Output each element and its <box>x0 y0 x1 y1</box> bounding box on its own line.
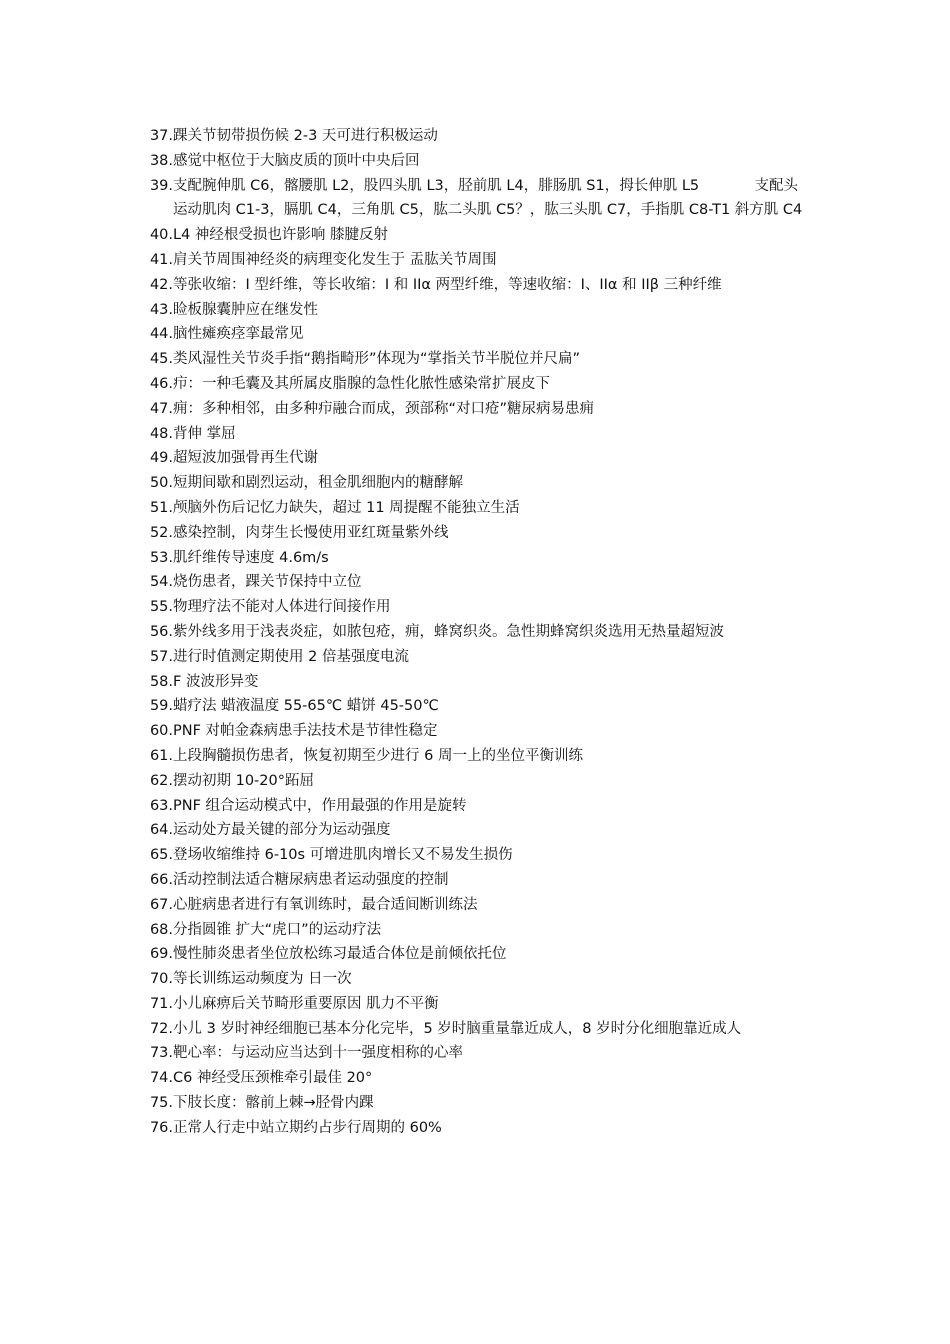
item-number: 48. <box>149 425 173 442</box>
item-text: 等长训练运动频度为 日一次 <box>173 971 352 988</box>
item-number: 72. <box>149 1020 173 1037</box>
list-item <box>137 322 809 347</box>
item-number: 45. <box>149 351 173 368</box>
list-item <box>137 1066 809 1091</box>
list-item <box>137 744 809 769</box>
item-number: 49. <box>149 450 173 467</box>
item-number: 73. <box>149 1045 173 1062</box>
item-number: 68. <box>149 921 173 938</box>
item-number: 70. <box>149 971 173 988</box>
item-number: 66. <box>149 871 173 888</box>
item-text: 正常人行走中站立期约占步行周期的 60% <box>173 1119 442 1136</box>
item-text: 蜡疗法 蜡液温度 55-65℃ 蜡饼 45-50℃ <box>173 698 439 715</box>
item-number: 60. <box>149 723 173 740</box>
item-text: L4 神经根受损也许影响 膝腱反射 <box>173 227 389 244</box>
list-item <box>137 1091 809 1116</box>
item-number: 62. <box>149 772 173 789</box>
item-text: 肩关节周围神经炎的病理变化发生于 盂肱关节周围 <box>173 251 497 268</box>
item-number: 51. <box>149 499 173 516</box>
item-number: 50. <box>149 475 173 492</box>
item-number: 40. <box>149 227 173 244</box>
list-item <box>137 570 809 595</box>
item-text: 进行时值测定期使用 2 倍基强度电流 <box>173 648 409 665</box>
item-number: 74. <box>149 1070 173 1087</box>
item-text: C6 神经受压颈椎牵引最佳 20° <box>173 1070 373 1087</box>
list-item <box>137 992 809 1017</box>
item-text: 下肢长度：髂前上棘→胫骨内踝 <box>173 1095 374 1112</box>
item-text: 小儿麻痹后关节畸形重要原因 肌力不平衡 <box>173 995 439 1012</box>
item-text: 支配腕伸肌 C6，髂腰肌 L2，股四头肌 L3，胫前肌 L4，腓肠肌 S1，拇长伸肌 L5 支配头运动肌肉 C1-3，膈肌 C4，三角肌 C5，肱二头肌 C5？，肱三头肌 C7，手指肌 C8-T1 斜方肌 C4 <box>173 177 803 219</box>
item-number: 63. <box>149 797 173 814</box>
item-text: 类风湿性关节炎手指“鹅指畸形”体现为“掌指关节半脱位并尺扁” <box>173 351 581 368</box>
item-text: 登场收缩维持 6-10s 可增进肌肉增长又不易发生损伤 <box>173 847 513 864</box>
item-text: 肌纤维传导速度 4.6m/s <box>173 549 329 566</box>
item-text: 烧伤患者，踝关节保持中立位 <box>173 574 362 591</box>
list-item <box>137 694 809 719</box>
list-item <box>137 868 809 893</box>
item-number: 57. <box>149 648 173 665</box>
list-item <box>137 595 809 620</box>
list-item <box>137 124 809 149</box>
item-text: 摆动初期 10-20°跖屈 <box>173 772 314 789</box>
list-item <box>137 942 809 967</box>
item-text: 心脏病患者进行有氧训练时，最合适间断训练法 <box>173 896 478 913</box>
item-number: 47. <box>149 400 173 417</box>
item-number: 56. <box>149 623 173 640</box>
item-text: 颅脑外伤后记忆力缺失，超过 11 周提醒不能独立生活 <box>173 499 520 516</box>
list-item <box>137 174 809 224</box>
item-number: 67. <box>149 896 173 913</box>
item-text: F 波波形异变 <box>173 673 259 690</box>
list-item <box>137 273 809 298</box>
item-text: 分指圆锥 扩大“虎口”的运动疗法 <box>173 921 382 938</box>
list-item <box>137 645 809 670</box>
item-number: 75. <box>149 1095 173 1112</box>
list-item <box>137 1116 809 1141</box>
list-item <box>137 967 809 992</box>
item-number: 41. <box>149 251 173 268</box>
item-number: 42. <box>149 276 173 293</box>
item-number: 59. <box>149 698 173 715</box>
item-number: 52. <box>149 524 173 541</box>
list-item <box>137 149 809 174</box>
list-item <box>137 372 809 397</box>
list-item <box>137 818 809 843</box>
item-text: 痈：多种相邻，由多种疖融合而成，颈部称“对口疮”糖尿病易患痈 <box>173 400 595 417</box>
item-text: 踝关节韧带损伤候 2-3 天可进行积极运动 <box>173 128 438 144</box>
numbered-notes-list <box>137 124 809 1141</box>
item-number: 54. <box>149 574 173 591</box>
list-item <box>137 446 809 471</box>
list-item <box>137 521 809 546</box>
list-item <box>137 496 809 521</box>
list-item <box>137 546 809 571</box>
item-number: 64. <box>149 822 173 839</box>
list-item <box>137 1017 809 1042</box>
item-text: 等张收缩：I 型纤维，等长收缩：I 和 IIα 两型纤维，等速收缩：I、IIα 和 IIβ 三种纤维 <box>173 276 722 293</box>
item-text: 慢性肺炎患者坐位放松练习最适合体位是前倾依托位 <box>173 946 507 963</box>
item-text: 睑板腺囊肿应在继发性 <box>173 301 318 318</box>
item-number: 43. <box>149 301 173 318</box>
list-item <box>137 248 809 273</box>
item-text: 小儿 3 岁时神经细胞已基本分化完毕，5 岁时脑重量靠近成人，8 岁时分化细胞靠近成人 <box>173 1020 742 1037</box>
item-text: PNF 组合运动模式中，作用最强的作用是旋转 <box>173 797 467 814</box>
item-number: 65. <box>149 847 173 864</box>
list-item <box>137 769 809 794</box>
item-text: 紫外线多用于浅表炎症，如脓包疮，痈，蜂窝织炎。急性期蜂窝织炎选用无热量超短波 <box>173 623 724 640</box>
list-item <box>137 397 809 422</box>
item-number: 44. <box>149 326 173 343</box>
item-text: 运动处方最关键的部分为运动强度 <box>173 822 391 839</box>
item-number: 37. <box>149 128 173 144</box>
item-text: 超短波加强骨再生代谢 <box>173 450 318 467</box>
list-item <box>137 471 809 496</box>
list-item <box>137 347 809 372</box>
item-text: 感觉中枢位于大脑皮质的顶叶中央后回 <box>173 152 420 169</box>
list-item <box>137 298 809 323</box>
item-text: 背伸 掌屈 <box>173 425 236 442</box>
list-item <box>137 223 809 248</box>
list-item <box>137 670 809 695</box>
list-item <box>137 719 809 744</box>
list-item <box>137 843 809 868</box>
list-item <box>137 1041 809 1066</box>
item-text: 物理疗法不能对人体进行间接作用 <box>173 599 391 616</box>
item-number: 71. <box>149 995 173 1012</box>
item-text: 疖：一种毛囊及其所属皮脂腺的急性化脓性感染常扩展皮下 <box>173 375 550 392</box>
item-text: PNF 对帕金森病患手法技术是节律性稳定 <box>173 723 438 740</box>
item-text: 上段胸髓损伤患者，恢复初期至少进行 6 周一上的坐位平衡训练 <box>173 747 583 764</box>
list-item <box>137 422 809 447</box>
list-item <box>137 794 809 819</box>
item-number: 69. <box>149 946 173 963</box>
item-number: 53. <box>149 549 173 566</box>
item-number: 46. <box>149 375 173 392</box>
item-text: 短期间歇和剧烈运动，租金肌细胞内的糖酵解 <box>173 475 463 492</box>
item-text: 感染控制，肉芽生长慢使用亚红斑量紫外线 <box>173 524 449 541</box>
list-item <box>137 893 809 918</box>
item-text: 脑性瘫痪痉挛最常见 <box>173 326 304 343</box>
item-text: 活动控制法适合糖尿病患者运动强度的控制 <box>173 871 449 888</box>
item-number: 61. <box>149 747 173 764</box>
item-number: 76. <box>149 1119 173 1136</box>
item-text: 靶心率：与运动应当达到十一强度相称的心率 <box>173 1045 463 1062</box>
item-number: 58. <box>149 673 173 690</box>
list-item <box>137 620 809 645</box>
item-number: 38. <box>149 152 173 169</box>
item-number: 55. <box>149 599 173 616</box>
item-number: 39. <box>149 177 173 194</box>
list-item <box>137 918 809 943</box>
